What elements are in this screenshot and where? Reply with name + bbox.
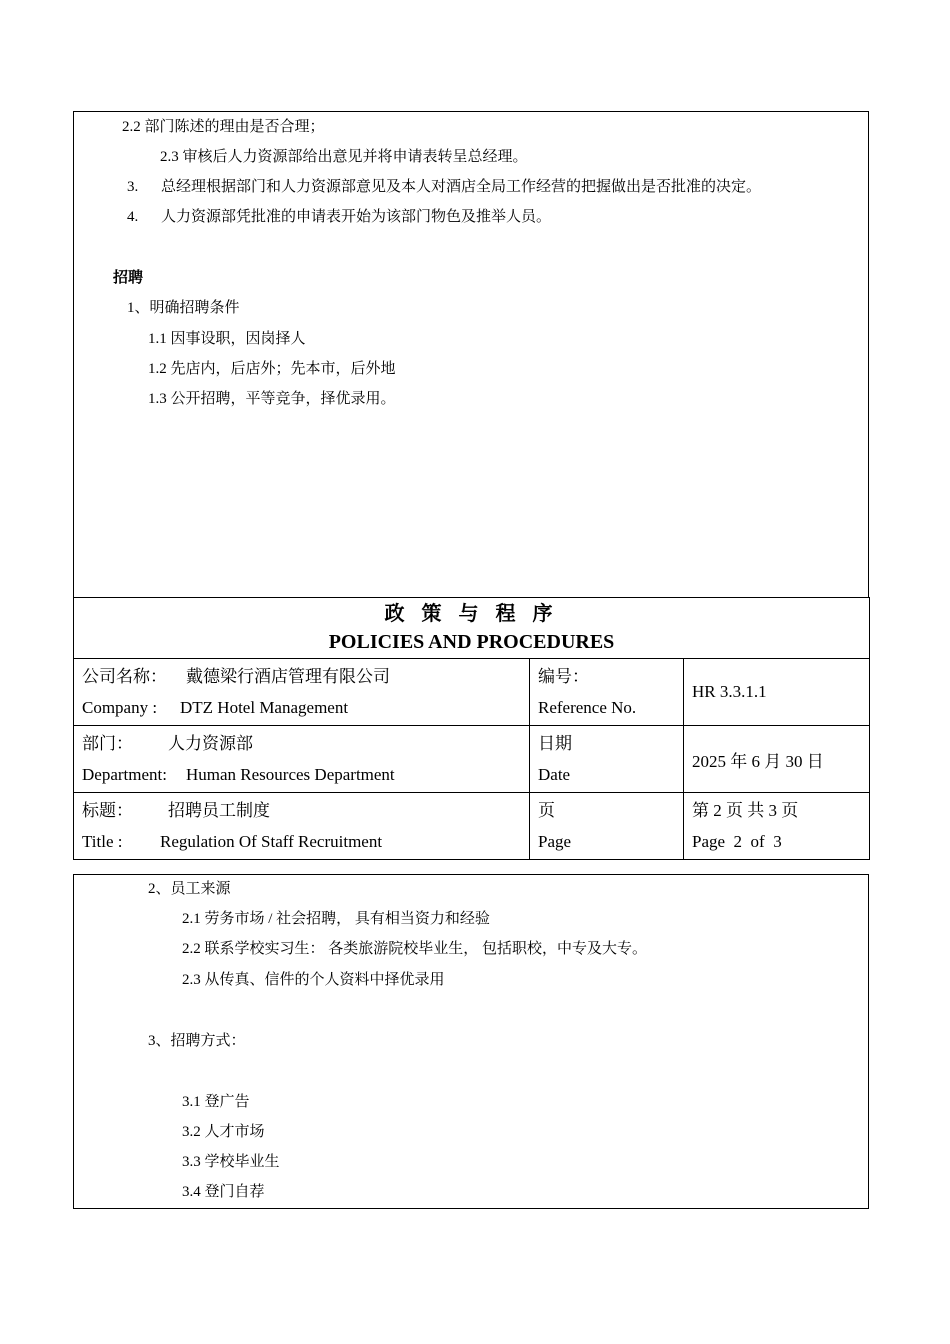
page-cn-label: 页 [538, 801, 555, 820]
title-row-cell [74, 793, 530, 860]
text-line: 2.3 从传真、信件的个人资料中择优录用 [182, 972, 445, 988]
page-cn-value: 第 2 页 共 3 页 [692, 801, 799, 820]
sub-heading: 1、明确招聘条件 [127, 300, 240, 316]
list-number: 3. [127, 179, 139, 195]
page-en-value: Page 2 of 3 [692, 832, 782, 851]
text-line: 2.2 联系学校实习生： 各类旅游院校毕业生， 包括职校，中专及大专。 [182, 941, 648, 957]
text-line: 3.1 登广告 [182, 1094, 250, 1110]
text-line: 2.3 审核后人力资源部给出意见并将申请表转呈总经理。 [160, 149, 528, 165]
text-line: 1.3 公开招聘，平等竞争，择优录用。 [148, 391, 396, 407]
date-label-cell [530, 726, 684, 793]
page-label-cell [530, 793, 684, 860]
doc-title-cn-label: 标题： [82, 801, 133, 820]
company-en-value: DTZ Hotel Management [180, 698, 349, 717]
page-en-label: Page [538, 832, 572, 851]
date-en-label: Date [538, 765, 571, 784]
title-cell [74, 598, 870, 659]
sub-heading: 3、招聘方式： [148, 1033, 246, 1049]
text-line: 3.3 学校毕业生 [182, 1154, 280, 1170]
company-cn-label: 公司名称： [82, 667, 167, 686]
text-line: 3.2 人才市场 [182, 1124, 265, 1140]
list-text: 总经理根据部门和人力资源部意见及本人对酒店全局工作经营的把握做出是否批准的决定。 [161, 179, 762, 195]
reference-label-cell [530, 659, 684, 726]
title-cn: 政 策 与 程 序 [384, 603, 559, 625]
department-en-value: Human Resources Department [186, 765, 395, 784]
sub-heading: 2、员工来源 [148, 881, 231, 897]
list-text: 人力资源部凭批准的申请表开始为该部门物色及推举人员。 [161, 209, 552, 225]
list-number: 4. [127, 209, 139, 225]
doc-title-en-label: Title : [82, 832, 123, 851]
reference-cn-label: 编号： [538, 667, 589, 686]
reference-en-label: Reference No. [538, 698, 637, 717]
company-cn-value: 戴德梁行酒店管理有限公司 [186, 667, 390, 686]
department-en-label: Department: [82, 765, 167, 784]
doc-title-en-value: Regulation Of Staff Recruitment [160, 832, 383, 851]
doc-title-cn-value: 招聘员工制度 [168, 801, 270, 820]
text-line: 1.1 因事设职，因岗择人 [148, 331, 306, 347]
date-cn-label: 日期 [538, 734, 572, 753]
text-line: 3.4 登门自荐 [182, 1184, 265, 1200]
company-en-label: Company : [82, 698, 158, 717]
department-cn-label: 部门： [82, 734, 133, 753]
department-cn-value: 人力资源部 [168, 734, 253, 753]
section-heading: 招聘 [113, 270, 144, 286]
title-en: POLICIES AND PROCEDURES [328, 631, 615, 653]
date-value: 2025 年 6 月 30 日 [684, 726, 870, 793]
company-cell [74, 659, 530, 726]
department-cell [74, 726, 530, 793]
text-line: 2.2 部门陈述的理由是否合理； [122, 119, 325, 135]
list-item [127, 207, 551, 227]
text-line: 2.1 劳务市场 / 社会招聘， 具有相当资力和经验 [182, 911, 490, 927]
text-line: 1.2 先店内，后店外；先本市，后外地 [148, 361, 396, 377]
policy-header-table [73, 597, 870, 860]
reference-value: HR 3.3.1.1 [684, 659, 870, 726]
page-value-cell [684, 793, 870, 860]
list-item [127, 177, 761, 197]
